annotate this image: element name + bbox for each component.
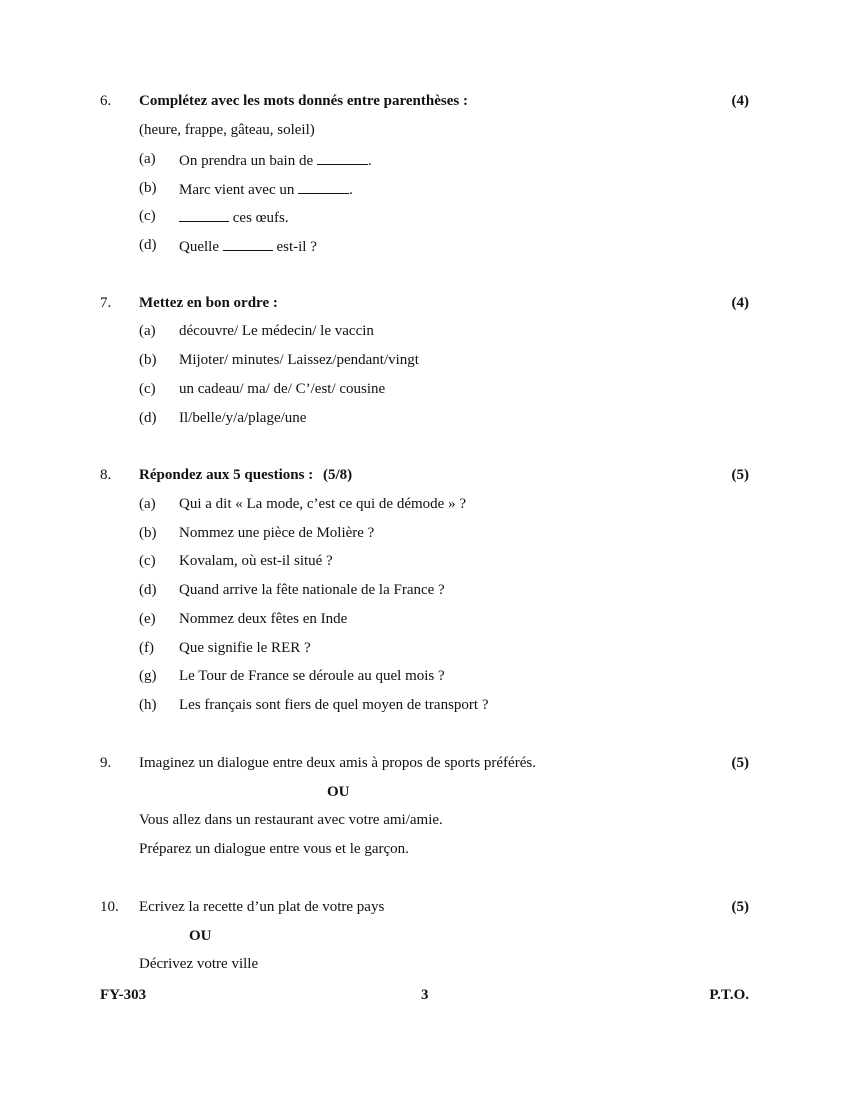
item-text: Mijoter/ minutes/ Laissez/pendant/vingt [179, 352, 419, 368]
item-text: Quand arrive la fête nationale de la France ? [179, 582, 445, 598]
page-number: 3 [421, 987, 429, 1003]
alternative-line: Préparez un dialogue entre vous et le garçon. [139, 841, 409, 857]
item-text: Nommez deux fêtes en Inde [179, 611, 348, 627]
question-marks: (4) [731, 93, 749, 109]
item-text: Nommez une pièce de Molière ? [179, 525, 375, 541]
question-number: 8. [100, 467, 112, 483]
question-marks: (4) [731, 295, 749, 311]
question-title-suffix: (5/8) [322, 467, 353, 483]
question-number: 9. [100, 755, 112, 771]
question-marks: (5) [731, 899, 749, 915]
answer-blank [317, 150, 368, 165]
item-label: (b) [139, 352, 157, 368]
fill-in-item [179, 236, 317, 256]
item-label: (d) [139, 410, 157, 426]
item-text-end: . [367, 153, 372, 169]
question-title: Complétez avec les mots donnés entre parenthèses : [139, 93, 468, 109]
fill-in-item [179, 207, 289, 227]
item-label: (b) [139, 525, 157, 541]
question-hint: (heure, frappe, gâteau, soleil) [139, 122, 315, 138]
alternative-line: Vous allez dans un restaurant avec votre ami/amie. [139, 812, 443, 828]
fill-in-item [179, 179, 353, 199]
question-title-row [139, 466, 352, 484]
answer-blank [223, 236, 273, 251]
item-text-end: ces œufs. [232, 210, 289, 226]
fill-in-item [179, 150, 372, 170]
alternative-line: Décrivez votre ville [139, 956, 259, 972]
item-text-end: . [349, 182, 353, 198]
item-text: Marc vient avec un [179, 182, 295, 198]
item-label: (a) [139, 496, 156, 512]
item-text: Que signifie le RER ? [179, 640, 311, 656]
paper-code: FY-303 [100, 987, 147, 1003]
item-label: (f) [139, 640, 154, 656]
question-marks: (5) [731, 755, 749, 771]
question-marks: (5) [731, 467, 749, 483]
item-label: (e) [139, 611, 156, 627]
or-separator: OU [189, 928, 212, 944]
item-label: (c) [139, 381, 156, 397]
question-title: Mettez en bon ordre : [139, 295, 278, 311]
pto-label: P.T.O. [709, 987, 749, 1003]
answer-blank [179, 207, 229, 222]
item-text: découvre/ Le médecin/ le vaccin [179, 323, 374, 339]
question-text: Ecrivez la recette d’un plat de votre pays [139, 899, 385, 915]
item-label: (h) [139, 697, 157, 713]
item-text: Les français sont fiers de quel moyen de transport ? [179, 697, 489, 713]
item-text: Quelle [179, 239, 219, 255]
answer-blank [298, 179, 349, 194]
question-text: Imaginez un dialogue entre deux amis à propos de sports préférés. [139, 755, 536, 771]
item-text: Il/belle/y/a/plage/une [179, 410, 307, 426]
item-label: (c) [139, 553, 156, 569]
question-number: 10. [100, 899, 119, 915]
item-label: (d) [139, 582, 157, 598]
question-number: 6. [100, 93, 112, 109]
item-text: Qui a dit « La mode, c’est ce qui de démode » ? [179, 496, 466, 512]
or-separator: OU [327, 784, 350, 800]
item-label: (b) [139, 180, 157, 196]
item-label: (g) [139, 668, 157, 684]
item-text-end: est-il ? [276, 239, 317, 255]
item-label: (a) [139, 323, 156, 339]
item-label: (d) [139, 237, 157, 253]
item-text: On prendra un bain de [179, 153, 314, 169]
item-label: (a) [139, 151, 156, 167]
item-label: (c) [139, 208, 156, 224]
question-number: 7. [100, 295, 112, 311]
question-title: Répondez aux 5 questions : [139, 467, 314, 483]
item-text: un cadeau/ ma/ de/ C’/est/ cousine [179, 381, 386, 397]
item-text: Le Tour de France se déroule au quel mois ? [179, 668, 445, 684]
item-text: Kovalam, où est-il situé ? [179, 553, 333, 569]
